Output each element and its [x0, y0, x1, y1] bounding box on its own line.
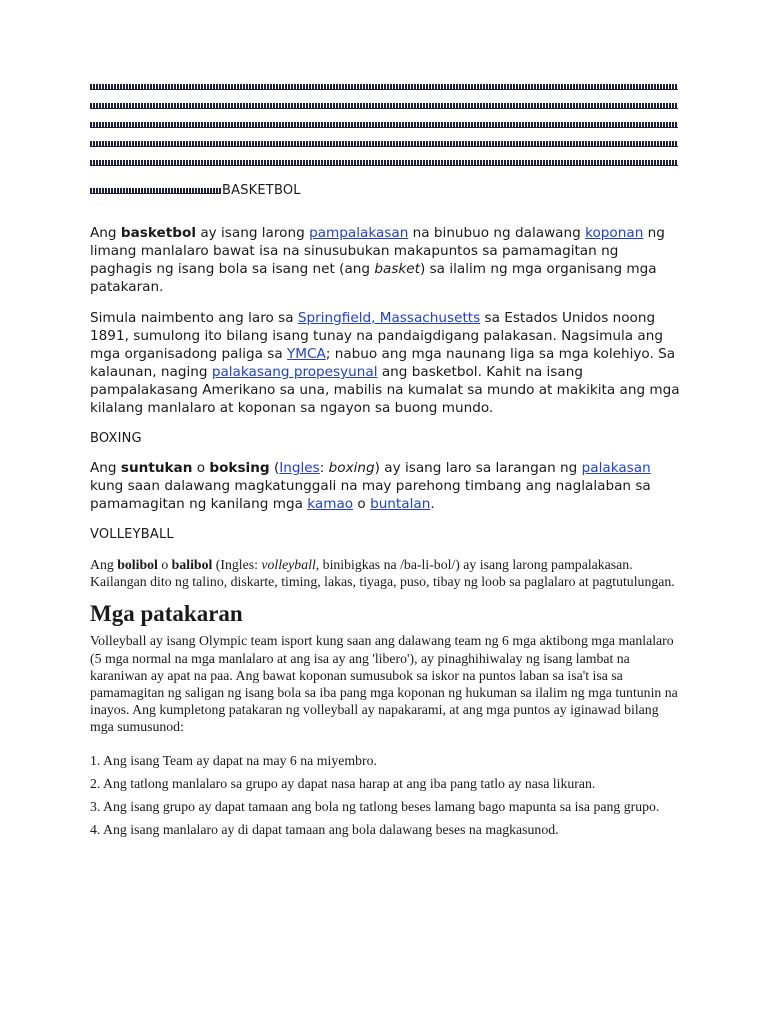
term-bolibol: bolibol: [117, 557, 158, 572]
rules-list: [90, 752, 680, 839]
term-balibol: balibol: [171, 557, 213, 572]
link-buntalan[interactable]: buntalan: [370, 496, 431, 512]
text: o: [353, 496, 371, 512]
text: sa Estados Unidos noong 1891, sumulong ito bilang isang tunay na pandaigdigang palakasan. Nagsimula ang mga organisadong paliga sa: [90, 310, 663, 362]
link-palakasang-propesyunal[interactable]: palakasang propesyunal: [211, 364, 378, 380]
link-ymca[interactable]: YMCA: [287, 346, 326, 362]
volleyball-heading: VOLLEYBALL: [90, 527, 174, 542]
volleyball-paragraph: [90, 556, 680, 590]
link-springfield[interactable]: Springfield, Massachusetts: [297, 310, 481, 326]
dotted-rules: [90, 84, 680, 177]
text: Ang: [90, 557, 118, 572]
text: ) ay isang laro sa larangan ng: [374, 460, 582, 476]
text: ang basketbol. Kahit na isang pampalakasang Amerikano sa una, mabilis na kumalat sa mundo at makikita ang mga kilalang manlalaro at koponan sa ngayon sa buong mundo.: [90, 364, 680, 416]
rules-heading: Mga patakaran: [90, 601, 243, 627]
basketball-paragraph-1: [90, 224, 680, 296]
boxing-heading: BOXING: [90, 431, 142, 446]
dotted-line: [90, 160, 678, 166]
link-palakasan[interactable]: palakasan: [581, 460, 651, 476]
dotted-line: [90, 122, 678, 128]
basketball-heading-line: [90, 183, 680, 198]
text: o: [157, 557, 172, 572]
rule-item: 1. Ang isang Team ay dapat na may 6 na miyembro.: [90, 752, 377, 768]
term-boksing: boksing: [209, 460, 270, 476]
dotted-line-short: [90, 188, 221, 194]
text: na binubuo ng dalawang: [408, 225, 586, 241]
basketball-heading: BASKETBOL: [222, 183, 301, 198]
boxing-paragraph: [90, 459, 680, 513]
text: Simula naimbento ang laro sa: [90, 310, 298, 326]
term-basket: basket: [374, 261, 420, 277]
text: Ang: [90, 460, 121, 476]
term-boxing: boxing: [328, 460, 375, 476]
text: Ang: [90, 225, 121, 241]
link-koponan[interactable]: koponan: [585, 225, 644, 241]
dotted-line: [90, 141, 678, 147]
dotted-line: [90, 84, 678, 90]
link-ingles[interactable]: Ingles: [279, 460, 320, 476]
text: (: [269, 460, 280, 476]
text: ; nabuo ang mga naunang liga sa mga kolehiyo. Sa kalaunan, naging: [90, 346, 676, 380]
text: .: [430, 496, 435, 512]
dotted-line: [90, 103, 678, 109]
link-kamao[interactable]: kamao: [307, 496, 354, 512]
basketball-paragraph-2: [90, 309, 680, 417]
rule-item: 3. Ang isang grupo ay dapat tamaan ang bola ng tatlong beses lamang bago mapunta sa isa pang grupo.: [90, 799, 660, 815]
text: o: [192, 460, 210, 476]
term-basketbol: basketbol: [120, 225, 196, 241]
document-page: [90, 84, 680, 838]
text: :: [319, 460, 329, 476]
text: ng limang manlalaro bawat isa na sinusubukan makapuntos sa pamamagitan ng paghagis ng isang bola sa isang net (ang: [90, 225, 665, 277]
rules-intro: Volleyball ay isang Olympic team isport kung saan ang dalawang team ng 6 mga aktibong mga manlalaro (5 mga normal na mga manlalaro at ang isa ay ang 'libero'), ay pinaghihiwalay ng isang lambat na karaniwan ay apat na paa. Ang bawat koponan sumusubok sa iskor na puntos laban sa isa't isa sa pamamagitan ng saligan ng isang bola sa iba pang mga koponan ng hukuman sa ilalim ng mga tuntunin na inayos. Ang kumpletong patakaran ng volleyball ay napakarami, at ang mga puntos ay iginawad bilang mga sumusunod:: [90, 633, 678, 735]
rule-item: 2. Ang tatlong manlalaro sa grupo ay dapat nasa harap at ang iba pang tatlo ay nasa likuran.: [90, 775, 596, 791]
text: ay isang larong: [196, 225, 310, 241]
text: ) sa ilalim ng mga organisang mga patakaran.: [90, 261, 657, 295]
term-volleyball: volleyball: [261, 557, 316, 572]
term-suntukan: suntukan: [120, 460, 193, 476]
rule-item: 4. Ang isang manlalaro ay di dapat tamaan ang bola dalawang beses na magkasunod.: [90, 822, 559, 838]
link-pampalakasan[interactable]: pampalakasan: [309, 225, 409, 241]
text: kung saan dalawang magkatunggali na may parehong timbang ang naglalaban sa pamamagitan ng kanilang mga: [90, 478, 651, 512]
text: , binibigkas na /ba-li-bol/) ay isang larong pampalakasan. Kailangan dito ng talino, diskarte, timing, lakas, tiyaga, puso, tibay ng loob sa paglalaro at pagtutulungan.: [90, 557, 675, 590]
text: (Ingles:: [212, 557, 262, 572]
